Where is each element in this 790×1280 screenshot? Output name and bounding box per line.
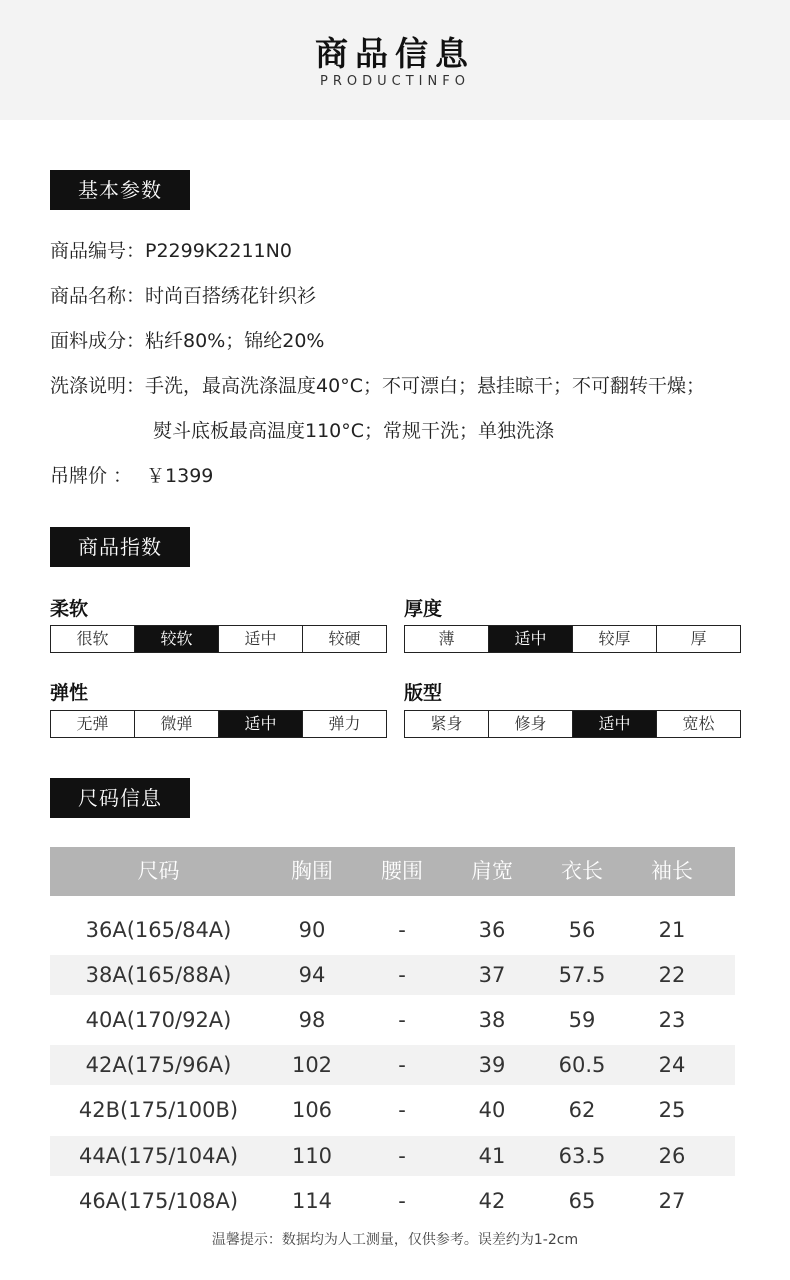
scale-option: 厚 xyxy=(690,629,707,648)
param-value: 时尚百搭绣花针织衫 xyxy=(145,285,317,307)
section-title-basic: 基本参数 xyxy=(50,170,190,210)
table-cell: 22 xyxy=(658,963,686,987)
table-cell: 59 xyxy=(568,1008,596,1032)
table-cell: 24 xyxy=(658,1053,686,1077)
scale-option: 较厚 xyxy=(573,626,657,652)
table-row xyxy=(50,1136,735,1176)
softness-scale xyxy=(50,625,387,653)
table-cell: 57.5 xyxy=(558,963,606,987)
table-cell: 40A(170/92A) xyxy=(85,1008,232,1032)
table-cell: 25 xyxy=(658,1098,686,1122)
table-cell: 90 xyxy=(298,918,326,942)
index-label-elasticity: 弹性 xyxy=(50,682,89,704)
scale-option: 紧身 xyxy=(405,711,489,737)
table-cell: 26 xyxy=(658,1144,686,1168)
param-value: ￥1399 xyxy=(146,465,214,487)
section-title-size: 尺码信息 xyxy=(50,778,190,818)
page-title: 商品信息 xyxy=(315,34,475,73)
table-row xyxy=(50,910,735,950)
column-header: 肩宽 xyxy=(471,859,513,883)
param-label: 商品编号： xyxy=(50,240,146,262)
table-cell: - xyxy=(398,918,406,942)
table-row xyxy=(50,955,735,995)
column-header: 袖长 xyxy=(651,859,693,883)
page-subtitle: PRODUCTINFO xyxy=(320,74,470,89)
table-cell: 21 xyxy=(658,918,686,942)
param-row-price xyxy=(50,461,213,488)
table-row xyxy=(50,1181,735,1221)
scale-option-selected: 适中 xyxy=(219,711,303,737)
param-row-washing-cont xyxy=(153,416,554,443)
table-cell: 42B(175/100B) xyxy=(78,1098,239,1122)
param-label: 面料成分： xyxy=(50,330,146,352)
scale-option: 较硬 xyxy=(328,629,361,648)
column-header: 胸围 xyxy=(291,859,333,883)
param-value: 熨斗底板最高温度110°C；常规干洗；单独洗涤 xyxy=(153,420,555,442)
table-cell: 36A(165/84A) xyxy=(85,918,232,942)
param-row-code xyxy=(50,236,292,263)
table-cell: 39 xyxy=(478,1053,506,1077)
table-cell: 110 xyxy=(291,1144,333,1168)
table-cell: - xyxy=(398,1189,406,1213)
table-cell: 114 xyxy=(291,1189,333,1213)
column-header: 尺码 xyxy=(137,859,180,883)
table-cell: 102 xyxy=(291,1053,333,1077)
elasticity-scale xyxy=(50,710,387,738)
table-cell: 46A(175/108A) xyxy=(78,1189,239,1213)
column-header: 腰围 xyxy=(381,859,423,883)
param-value: 手洗，最高洗涤温度40°C；不可漂白；悬挂晾干；不可翻转干燥； xyxy=(145,375,705,397)
table-cell: 60.5 xyxy=(558,1053,606,1077)
param-label: 吊牌价 ： xyxy=(50,465,133,487)
index-label-fit: 版型 xyxy=(404,682,443,704)
param-row-washing xyxy=(50,371,705,398)
table-cell: 42A(175/96A) xyxy=(85,1053,232,1077)
table-cell: 42 xyxy=(478,1189,506,1213)
column-header: 衣长 xyxy=(561,859,603,883)
index-label-thickness: 厚度 xyxy=(404,598,443,620)
table-cell: 44A(175/104A) xyxy=(78,1144,239,1168)
table-cell: 38A(165/88A) xyxy=(85,963,232,987)
table-cell: 41 xyxy=(478,1144,506,1168)
table-row xyxy=(50,1090,735,1130)
param-row-fabric xyxy=(50,326,324,353)
table-cell: - xyxy=(398,963,406,987)
param-label: 洗涤说明： xyxy=(50,375,146,397)
table-cell: - xyxy=(398,1144,406,1168)
table-row xyxy=(50,1000,735,1040)
table-cell: 56 xyxy=(568,918,596,942)
param-value: P2299K2211N0 xyxy=(145,240,292,262)
index-label-softness: 柔软 xyxy=(50,598,89,620)
scale-option: 宽松 xyxy=(682,714,715,733)
table-cell: 94 xyxy=(298,963,326,987)
table-cell: 27 xyxy=(658,1189,686,1213)
param-label: 商品名称： xyxy=(50,285,146,307)
table-cell: 62 xyxy=(568,1098,596,1122)
table-cell: 38 xyxy=(478,1008,506,1032)
param-value: 粘纤80%；锦纶20% xyxy=(145,330,325,352)
table-cell: 37 xyxy=(478,963,506,987)
scale-option: 弹力 xyxy=(328,714,361,733)
scale-option: 微弹 xyxy=(135,711,219,737)
section-title-index: 商品指数 xyxy=(50,527,190,567)
table-cell: - xyxy=(398,1008,406,1032)
table-cell: - xyxy=(398,1098,406,1122)
size-table-header xyxy=(50,847,735,896)
scale-option: 薄 xyxy=(405,626,489,652)
scale-option: 适中 xyxy=(219,626,303,652)
table-cell: 23 xyxy=(658,1008,686,1032)
table-cell: 36 xyxy=(478,918,506,942)
size-note: 温馨提示：数据均为人工测量，仅供参考。误差约为1-2cm xyxy=(211,1232,579,1248)
table-cell: 98 xyxy=(298,1008,326,1032)
page-header xyxy=(0,0,790,120)
table-cell: 65 xyxy=(568,1189,596,1213)
scale-option: 无弹 xyxy=(51,711,135,737)
table-cell: 106 xyxy=(291,1098,333,1122)
scale-option-selected: 适中 xyxy=(489,626,573,652)
scale-option: 很软 xyxy=(51,626,135,652)
scale-option-selected: 适中 xyxy=(573,711,657,737)
table-cell: - xyxy=(398,1053,406,1077)
table-cell: 40 xyxy=(478,1098,506,1122)
table-row xyxy=(50,1045,735,1085)
scale-option-selected: 较软 xyxy=(135,626,219,652)
param-row-name xyxy=(50,281,316,308)
table-cell: 63.5 xyxy=(558,1144,606,1168)
fit-scale xyxy=(404,710,741,738)
scale-option: 修身 xyxy=(489,711,573,737)
thickness-scale xyxy=(404,625,741,653)
